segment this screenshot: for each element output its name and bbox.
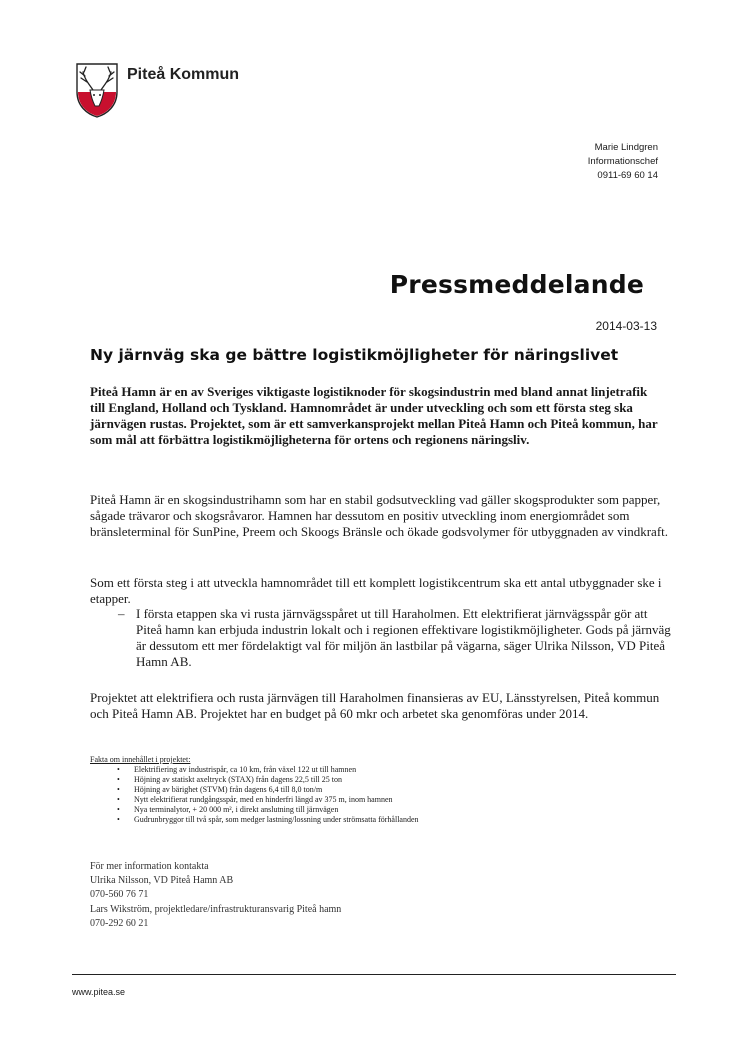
bullet-icon: •	[117, 785, 120, 794]
contact-block	[588, 141, 658, 183]
list-item: • Höjning av statiskt axeltryck (STAX) från dagens 22,5 till 25 ton	[117, 775, 342, 784]
facts-section	[90, 755, 419, 825]
more-info-phone: 070-560 76 71	[90, 889, 149, 901]
quote-paragraph: I första etappen ska vi rusta järnvägsspåret ut till Haraholmen. Ett elektrifierat järnvägsspår gör att Piteå hamn kan erbjuda industrin lokalt och i regionen effektivare logistikmöjligheter. Gods på järnväg är dessutom ett mer fördelaktigt val för miljön än lastbilar på vägarna, säger Ulrika Nilsson, VD Piteå Hamn AB.	[136, 606, 671, 669]
paragraph: Som ett första steg i att utveckla hamnområdet till ett komplett logistikcentrum ska ett antal utbyggnader ske i etapper.	[90, 575, 662, 606]
more-info-contact: Lars Wikström, projektledare/infrastrukturansvarig Piteå hamn	[90, 903, 342, 915]
contact-title: Informationschef	[587, 156, 658, 167]
list-item: • Nytt elektrifierat rundgångsspår, med en hinderfri längd av 375 m, inom hamnen	[117, 795, 393, 804]
quote-dash: –	[118, 606, 125, 621]
facts-list	[90, 765, 419, 825]
list-item: • Nya terminalytor, + 20 000 m², i direkt anslutning till järnvägen	[117, 805, 339, 814]
coat-of-arms-reindeer-icon	[75, 62, 119, 118]
contact-phone: 0911-69 60 14	[597, 170, 658, 181]
more-info-heading: För mer information kontakta	[90, 861, 209, 872]
bullet-icon: •	[117, 765, 120, 774]
footer-divider	[72, 974, 676, 975]
bullet-icon: •	[117, 775, 120, 784]
more-info-phone: 070-292 60 21	[90, 917, 149, 929]
document-date: 2014-03-13	[595, 319, 657, 333]
facts-title: Fakta om innehållet i projektet:	[90, 755, 191, 764]
document-type-title: Pressmeddelande	[389, 270, 644, 299]
headline: Ny järnväg ska ge bättre logistikmöjligheter för näringslivet	[90, 346, 619, 364]
paragraph: Projektet att elektrifiera och rusta järnvägen till Haraholmen finansieras av EU, Länsstyrelsen, Piteå kommun och Piteå Hamn AB. Projektet har en budget på 60 mkr och arbetet ska genomföras under 2014.	[90, 690, 660, 721]
lead-paragraph: Piteå Hamn är en av Sveriges viktigaste logistiknoder för skogsindustrin med bland annat linjetrafik till England, Holland och Tyskland. Hamnområdet är under utveckling och som ett första steg ska järnvägen rustas. Projektet, som är ett samverkansprojekt mellan Piteå Hamn och Piteå kommun, har som mål att förbättra logistikmöjligheterna för ortens och regionens näringsliv.	[90, 384, 658, 447]
more-info-block	[90, 860, 341, 931]
list-item: • Höjning av bärighet (STVM) från dagens 6,4 till 8,0 ton/m	[117, 785, 323, 794]
list-item: • Elektrifiering av industrispår, ca 10 km, från växel 122 ut till hamnen	[117, 765, 357, 774]
bullet-icon: •	[117, 805, 120, 814]
bullet-icon: •	[117, 815, 120, 824]
bullet-icon: •	[117, 795, 120, 804]
organization-name: Piteå Kommun	[127, 66, 240, 83]
footer-website: www.pitea.se	[72, 987, 126, 997]
paragraph: Piteå Hamn är en skogsindustrihamn som har en stabil godsutveckling vad gäller skogsprodukter som papper, sågade trävaror och skogsråvaror. Hamnen har dessutom en positiv utveckling inom energiområdet som bränsleterminal för SunPine, Preem och Skoogs Bränsle och ökade godsvolymer för utbyggnaden av vindkraft.	[90, 492, 669, 539]
more-info-contact: Ulrika Nilsson, VD Piteå Hamn AB	[90, 875, 234, 887]
list-item: • Gudrunbryggor till två spår, som medger lastning/lossning under strömsatta förhållanden	[117, 815, 419, 824]
contact-name: Marie Lindgren	[594, 142, 658, 153]
